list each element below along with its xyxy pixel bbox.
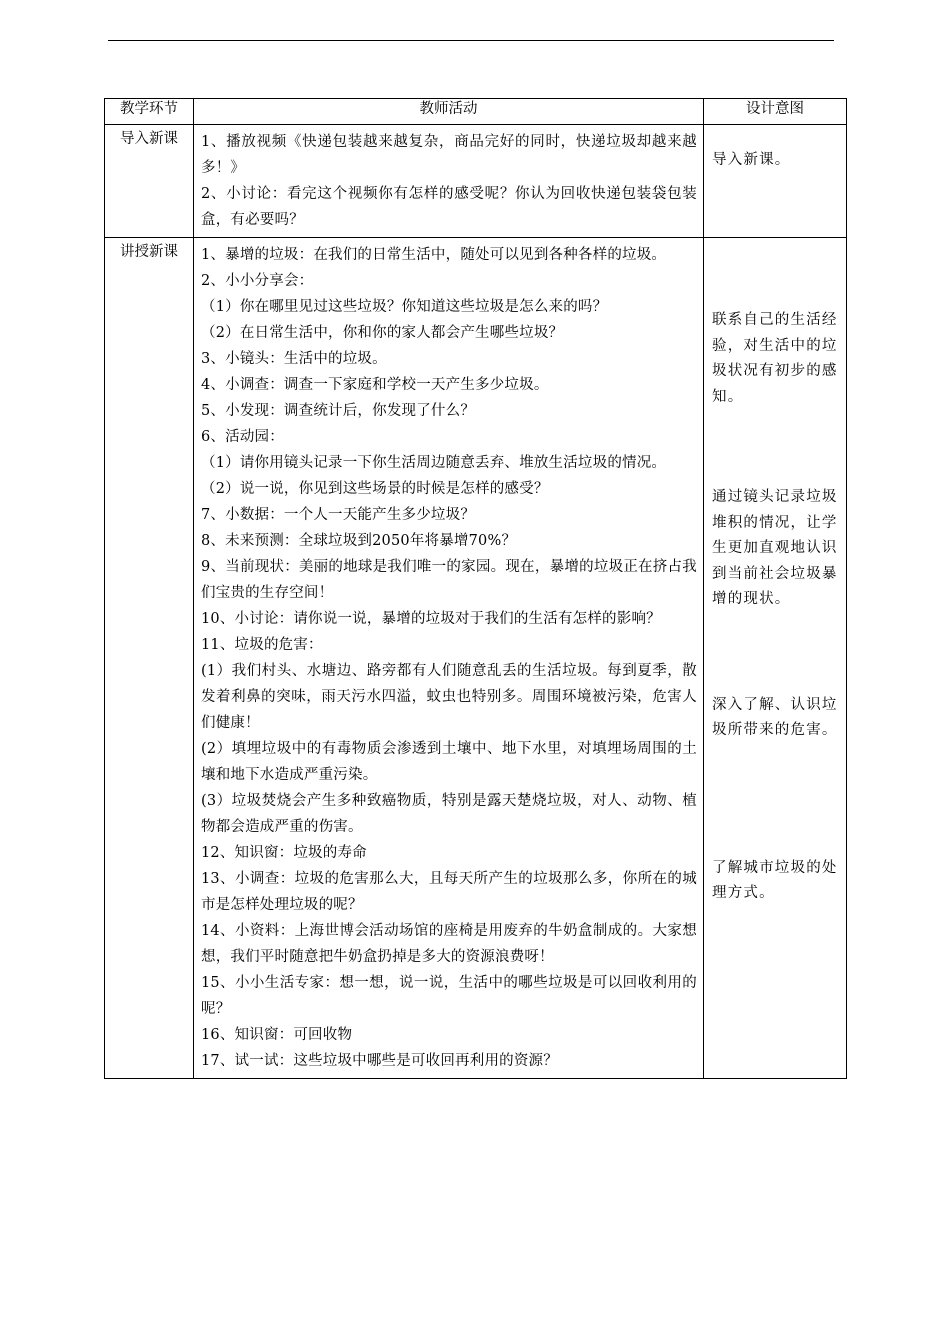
activity-item: 14、小资料：上海世博会活动场馆的座椅是用废弃的牛奶盒制成的。大家想想，我们平时随意把牛奶盒扔掉是多大的资源浪费呀！ xyxy=(201,923,697,965)
activity-item: 11、垃圾的危害： xyxy=(201,637,323,653)
activity-item: 4、小调查：调查一下家庭和学校一天产生多少垃圾。 xyxy=(201,377,549,393)
activity-item: 5、小发现：调查统计后，你发现了什么？ xyxy=(201,403,476,419)
activity-item: 8、未来预测：全球垃圾到2050年将暴增70%？ xyxy=(201,533,517,549)
stage-cell: 导入新课 xyxy=(105,125,194,238)
activity-item: (2）填埋垃圾中的有毒物质会渗透到土壤中、地下水里，对填埋场周围的土壤和地下水造成严重污染。 xyxy=(201,741,697,783)
activity-item: 2、小讨论：看完这个视频你有怎样的感受呢？你认为回收快递包装袋包装盒，有必要吗？ xyxy=(201,186,697,228)
activity-item: 9、当前现状：美丽的地球是我们唯一的家园。现在，暴增的垃圾正在挤占我们宝贵的生存空间！ xyxy=(201,559,697,601)
activity-item: 6、活动园： xyxy=(201,429,284,445)
intent-item: 导入新课。 xyxy=(712,152,791,168)
activity-item: (3）垃圾焚烧会产生多种致癌物质，特别是露天楚烧垃圾，对人、动物、植物都会造成严重的伤害。 xyxy=(201,793,697,835)
activity-item: （1）请你用镜头记录一下你生活周边随意丢弃、堆放生活垃圾的情况。 xyxy=(201,455,667,471)
header-intent: 设计意图 xyxy=(704,99,847,125)
activity-item: 2、小小分享会： xyxy=(201,273,314,289)
activity-item: 10、小讨论：请你说一说，暴增的垃圾对于我们的生活有怎样的影响？ xyxy=(201,611,661,627)
activity-item: 3、小镜头：生活中的垃圾。 xyxy=(201,351,387,367)
intent-cell xyxy=(704,125,847,238)
lesson-plan-table xyxy=(104,98,847,1079)
activity-item: （2）说一说，你见到这些场景的时候是怎样的感受？ xyxy=(201,481,549,497)
activity-item: 12、知识窗：垃圾的寿命 xyxy=(201,845,367,861)
activity-item: 13、小调查：垃圾的危害那么大，且每天所产生的垃圾那么多，你所在的城市是怎样处理垃圾的呢？ xyxy=(201,871,697,913)
activity-item: 7、小数据：一个人一天能产生多少垃圾？ xyxy=(201,507,476,523)
table-header-row xyxy=(105,99,847,125)
intent-item: 通过镜头记录垃圾堆积的情况，让学生更加直观地认识到当前社会垃圾暴增的现状。 xyxy=(712,489,838,607)
intent-item: 联系自己的生活经验，对生活中的垃圾状况有初步的感知。 xyxy=(712,312,838,405)
intent-item: 深入了解、认识垃圾所带来的危害。 xyxy=(712,696,838,738)
activity-item: 1、暴增的垃圾：在我们的日常生活中，随处可以见到各种各样的垃圾。 xyxy=(201,247,667,263)
activity-item: 17、试一试：这些垃圾中哪些是可收回再利用的资源？ xyxy=(201,1053,558,1069)
intent-item: 了解城市垃圾的处理方式。 xyxy=(712,859,838,901)
activities-cell xyxy=(194,238,704,1079)
activities-cell xyxy=(194,125,704,238)
table-row-teaching xyxy=(105,238,847,1079)
table-row-intro xyxy=(105,125,847,238)
activity-item: 1、播放视频《快递包装越来越复杂，商品完好的同时，快递垃圾却越来越多！》 xyxy=(201,134,697,176)
activity-item: (1）我们村头、水塘边、路旁都有人们随意乱丢的生活垃圾。每到夏季，散发着利鼻的突味，雨天污水四溢，蚊虫也特别多。周围环境被污染，危害人们健康！ xyxy=(201,663,697,731)
header-rule xyxy=(108,40,834,41)
stage-cell: 讲授新课 xyxy=(105,238,194,1079)
activity-item: （2）在日常生活中，你和你的家人都会产生哪些垃圾？ xyxy=(201,325,564,341)
activity-item: 15、小小生活专家：想一想，说一说，生活中的哪些垃圾是可以回收利用的呢？ xyxy=(201,975,697,1017)
activity-item: （1）你在哪里见过这些垃圾？你知道这些垃圾是怎么来的吗？ xyxy=(201,299,608,315)
header-activities: 教师活动 xyxy=(194,99,704,125)
intent-cell xyxy=(704,238,847,1079)
header-stage: 教学环节 xyxy=(105,99,194,125)
activity-item: 16、知识窗：可回收物 xyxy=(201,1027,353,1043)
